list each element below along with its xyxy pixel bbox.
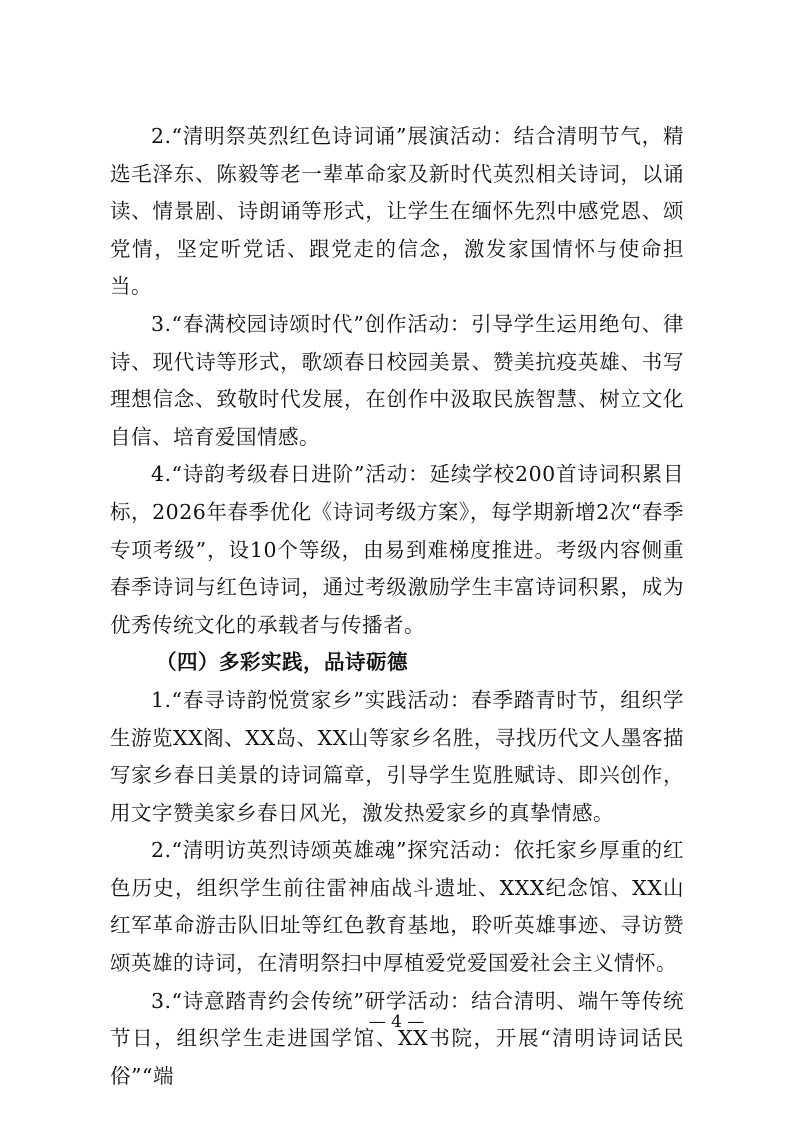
page-number: — 4 — [368,1012,425,1032]
paragraph-activity-4: 4.“诗韵考级春日进阶”活动：延续学校200首诗词积累目标，2026年春季优化《诗词考级方案》，每学期新增2次“春季专项考级”，设10个等级，由易到难梯度推进。考级内容侧重春季诗词与红色诗词，通过考级激励学生丰富诗词积累，成为优秀传统文化的承载者与传播者。 [110,462,684,637]
paragraph-activity-2: 2.“清明祭英烈红色诗词诵”展演活动：结合清明节气，精选毛泽东、陈毅等老一辈革命家及新时代英烈相关诗词，以诵读、情景剧、诗朗诵等形式，让学生在缅怀先烈中感党恩、颂党情，坚定听党话、跟党走的信念，激发家国情怀与使命担当。 [110,124,684,299]
section-heading-4: （四）多彩实践，品诗砺德 [156,650,408,675]
paragraph-practice-3: 3.“诗意踏青约会传统”研学活动：结合清明、端午等传统节日，组织学生走进国学馆、XX书院，开展“清明诗词话民俗”“端 [110,988,684,1088]
paragraph-practice-1: 1.“春寻诗韵悦赏家乡”实践活动：春季踏青时节，组织学生游览XX阁、XX岛、XX山等家乡名胜，寻找历代文人墨客描写家乡春日美景的诗词篇章，引导学生览胜赋诗、即兴创作，用文字赞美家乡春日风光，激发热爱家乡的真挚情感。 [110,687,684,825]
paragraph-practice-2: 2.“清明访英烈诗颂英雄魂”探究活动：依托家乡厚重的红色历史，组织学生前往雷神庙战斗遗址、XXX纪念馆、XX山红军革命游击队旧址等红色教育基地，聆听英雄事迹、寻访赞颂英雄的诗词，在清明祭扫中厚植爱党爱国爱社会主义情怀。 [110,838,684,976]
document-body [110,118,684,1095]
paragraph-activity-3: 3.“春满校园诗颂时代”创作活动：引导学生运用绝句、律诗、现代诗等形式，歌颂春日校园美景、赞美抗疫英雄、书写理想信念、致敬时代发展，在创作中汲取民族智慧、树立文化自信、培育爱国情感。 [110,311,684,449]
